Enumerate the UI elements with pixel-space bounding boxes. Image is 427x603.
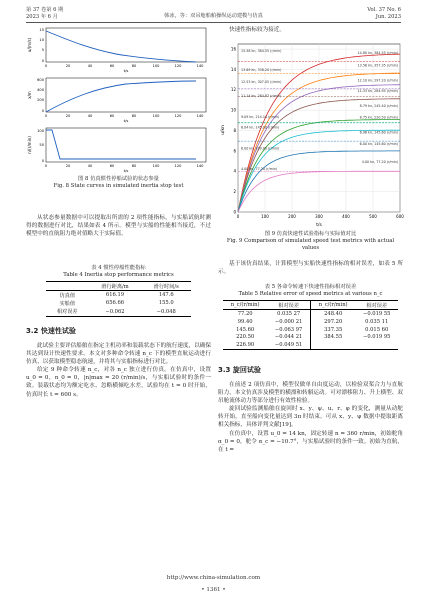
svg-text:0: 0: [41, 159, 44, 163]
fig9-caption-en: Fig. 9 Comparison of simulated speed test metrics with actual values: [226, 237, 395, 251]
left-body-1: [26, 214, 211, 238]
annotation-left: 8.04 kn, 145.00 (r/min): [241, 125, 280, 130]
paragraph: 快速性指标较为接近。: [229, 27, 285, 33]
svg-text:140: 140: [196, 114, 204, 118]
issue-date: 2023 年 6 月: [26, 13, 58, 20]
table4-title: [26, 265, 211, 279]
section-heading-3-3: 3.3 旋回试验: [218, 366, 261, 374]
annotation-left: 13.69 kn, 338.20 (r/min): [241, 68, 282, 73]
fig8-p1-curve: [46, 31, 196, 62]
y-tick-label: 10: [230, 107, 236, 113]
annotation-right: 14.80 kn, 384.55 (r/min): [357, 51, 398, 56]
x-tick-label: 600: [396, 214, 404, 219]
svg-text:40: 40: [87, 114, 93, 118]
right-body-1: [218, 26, 403, 34]
x-tick-label: 300: [315, 214, 323, 219]
svg-text:120: 120: [174, 114, 182, 118]
table-header-row: n_c/(r/min) 相对误差 n_c/(r/min) 相对误差: [223, 301, 398, 310]
table-row: 77.20 0.035 27 248.40 −0.019 55: [237, 311, 391, 318]
svg-text:80: 80: [131, 114, 137, 118]
fig8-panel-u: [27, 28, 206, 73]
svg-text:600: 600: [37, 78, 44, 82]
annotation-left: 15.58 kn, 384.55 (r/min): [241, 48, 282, 53]
fig8-p3-xlabel: t/s: [123, 168, 129, 173]
svg-text:100: 100: [152, 164, 160, 168]
paragraph: 此试验主要评估船舶在指定主机功率和装载状态下的航行速度，以确保其达到设计快速性要求。本文对多种命令转速 n_c 下的模型直航运动进行仿真，以获取模型稳态航速，并将其与实船指标进行对比。: [26, 343, 211, 366]
annotation-right: 4.00 kn, 77.20 (r/min): [361, 160, 398, 165]
svg-text:200: 200: [37, 98, 44, 102]
figure-8: [26, 26, 211, 198]
svg-text:20: 20: [65, 114, 71, 118]
fig8-p2-xlabel: t/s: [123, 118, 129, 123]
table4-title-cn: 表 4 惯性停船性能指标: [91, 265, 146, 271]
table-header-row: 滑行距离/m 滑行时间/s: [46, 282, 191, 291]
x-tick-label: 100: [261, 214, 269, 219]
svg-text:0: 0: [44, 164, 48, 168]
annotation-right: 8.75 kn, 220.50 (r/min): [359, 115, 398, 120]
y-tick-label: 14: [230, 66, 236, 72]
running-header-right: [367, 7, 401, 20]
svg-text:140: 140: [196, 164, 204, 168]
fig9-ylabel: u/kn: [221, 125, 226, 135]
annotation-left: 4.00 kn, 77.20 (r/min): [241, 166, 278, 171]
y-tick-label: 4: [233, 168, 236, 174]
y-tick-label: 2: [233, 189, 236, 195]
table-row: 仿真值 616.19 147.6: [59, 292, 174, 299]
annotation-right: 13.58 kn, 357.35 (r/min): [357, 63, 398, 68]
paragraph: 给定 9 种命令转速 n_c，对各 n_c 独立进行仿真。在仿真中，设置 u_0 = 0，n_0 = 0，|n|max = 20 (r/min)/s，与实船试验时的条件一致。装载状态均为额定吃水、忽略横倾吃水差，试验均在 t = 0 时开始，仿真时长 t = 600 s。: [26, 367, 211, 398]
table-row: 145.60 −0.063 97 337.35 0.015 60: [236, 326, 389, 333]
annotation-right: 8.79 kn, 245.40 (r/min): [359, 104, 398, 109]
footer-url[interactable]: http://www.china-simulation.com: [166, 575, 261, 581]
annotation-right: 12.10 kn, 297.20 (r/min): [357, 78, 398, 83]
right-body-3: [218, 381, 403, 454]
fig9-caption: [218, 231, 403, 251]
svg-text:50: 50: [39, 143, 44, 147]
annotation-left: 11.14 kn, 284.87 (r/min): [241, 94, 282, 99]
fig8-p3-ylabel: n/(r/min): [27, 136, 32, 154]
volume-issue: 第 37 卷第 6 期: [26, 7, 64, 13]
table-4: [46, 281, 191, 317]
fig8-p2-ylabel: x/m: [27, 91, 32, 99]
table-5: [223, 300, 398, 350]
fig8-p3-curve: [46, 130, 196, 159]
svg-text:20: 20: [65, 164, 71, 168]
svg-text:60: 60: [109, 64, 115, 68]
annotation-left: 6.00 kn, 109.00 (r/min): [241, 146, 280, 151]
fig8-p1-ytick: 15: [39, 28, 44, 32]
table4-title-en: Table 4 Inertia stop performance metrics: [63, 271, 174, 278]
svg-text:400: 400: [37, 88, 44, 92]
section-heading-3-2: 3.2 快速性试验: [26, 327, 76, 335]
page-number: • 1361 •: [201, 587, 226, 593]
fig8-caption-en: Fig. 8 State curves in simulated inertia stop test: [53, 182, 184, 189]
x-tick-label: 400: [342, 214, 350, 219]
fig9-caption-cn: 图 9 仿真快速性试验指标与实际值对比: [264, 231, 357, 237]
svg-text:140: 140: [196, 64, 204, 68]
x-tick-label: 500: [369, 214, 377, 219]
table5-title-en: Table 5 Relative error of speed metrics at various n_c: [238, 290, 383, 297]
fig8-p1-ytick: 10: [39, 38, 44, 42]
annotation-right: 11.33 kn, 284.95 (r/min): [357, 88, 398, 93]
table-row: 相对误差 −0.062 −0.048: [46, 308, 191, 317]
svg-text:40: 40: [87, 164, 93, 168]
fig8-p2-curve: [46, 81, 196, 112]
paragraph: 在前述 2 项仿真中，模型仅做单自由度运动，以检验双桨合力与直航阻力，本文仿真涉及模型的横漂和转艏运动。可对漂移阻力、升上横型、双吊舱流体动力等部分进行有效性检验。: [218, 382, 403, 405]
table5-title-cn: 表 5 各命令转速下快速性指标相对误差: [264, 284, 357, 290]
svg-text:100: 100: [152, 114, 160, 118]
annotation-left: 9.09 kn, 214.14 (r/min): [241, 114, 280, 119]
x-tick-label: 200: [288, 214, 296, 219]
fig8-p1-ytick: 5: [41, 48, 44, 52]
svg-text:120: 120: [174, 164, 182, 168]
svg-text:80: 80: [131, 164, 137, 168]
issue-date-en: Jun. 2023: [375, 13, 401, 20]
svg-text:0: 0: [44, 114, 48, 118]
fig9-xticks: [237, 214, 405, 219]
y-tick-label: 8: [233, 127, 236, 133]
volume-issue-en: Vol. 37 No. 6: [367, 7, 401, 13]
y-tick-label: 6: [233, 148, 236, 154]
annotation-right: 6.96 kn, 145.60 (r/min): [359, 130, 398, 135]
x-tick-label: 0: [236, 214, 240, 219]
fig9-xlabel: t/s: [316, 223, 322, 228]
svg-text:80: 80: [131, 64, 137, 68]
table-row: 220.50 −0.044 21 384.55 −0.019 95: [236, 334, 391, 341]
fig8-caption-cn: 图 8 仿真惯性停船试验的状态参量: [78, 176, 159, 182]
table-row: 实船值 656.66 155.0: [59, 300, 174, 307]
table5-title: [218, 284, 403, 298]
svg-text:120: 120: [174, 64, 182, 68]
fig9-yticks: [231, 46, 237, 214]
left-body-2: [26, 342, 211, 399]
figure-9: [218, 40, 403, 245]
y-tick-label: 0: [233, 209, 236, 215]
svg-text:0: 0: [44, 64, 48, 68]
paragraph: 旋回试验监测船舶在旋回时 x、y、ψ、u、r、φ 的变化，测量从动舵转开始，直至船向变化量达到 3π 时结束。可从 x、y、ψ 数据中提取距离相关指标，具体评判文献[19]。: [218, 406, 403, 429]
table-row: 226.90 −0.049 51: [223, 341, 398, 349]
y-tick-label: 16: [230, 46, 236, 52]
svg-text:60: 60: [109, 114, 115, 118]
header-rule: [26, 22, 401, 23]
fig8-p1-xlabel: t/s: [123, 68, 129, 73]
fig8-panel-x: [27, 78, 206, 123]
paragraph: 基于该仿真结果，计算模型与实船快速性指标的相对误差，如表 5 所示。: [218, 261, 403, 276]
fig8-p1-ylabel: u/(m/s): [27, 37, 32, 53]
y-tick-label: 12: [230, 87, 236, 93]
paragraph: 从状态参量数据中可以提取出所需的 2 项性能指标，与实船试航时测得的数据进行对比，结果如表 4 所示。模型与实船的性能相当接近，不过模型中的直航阻力绝对值略大于实际值。: [26, 215, 211, 238]
annotation-right: 6.00 kn, 145.60 (r/min): [359, 141, 398, 146]
svg-text:20: 20: [65, 64, 71, 68]
annotation-left: 12.53 kn, 307.05 (r/min): [241, 79, 282, 84]
svg-text:100: 100: [37, 129, 44, 133]
fig8-panel-n: [27, 128, 206, 173]
svg-text:0: 0: [41, 109, 44, 113]
table-row: 99.40 −0.000 21 297.20 0.035 11: [237, 318, 389, 325]
fig8-caption: [26, 176, 211, 190]
svg-text:100: 100: [152, 64, 160, 68]
svg-text:40: 40: [87, 64, 93, 68]
right-body-2: [218, 260, 403, 276]
running-header-title: 韩冰，等：双吊舱船舶操纵运动建模与仿真: [164, 13, 263, 19]
svg-text:60: 60: [109, 164, 115, 168]
paragraph: 在仿真中，设置 u_0 = 14 kn，固定转速 n = 360 r/min，初始舵角 α_0 = 0，舵令 α_c = −10.7°，与实船试验时的条件一致。初始为直航，在 t =: [218, 430, 403, 453]
fig8-p1-ytick: 0: [41, 59, 44, 63]
